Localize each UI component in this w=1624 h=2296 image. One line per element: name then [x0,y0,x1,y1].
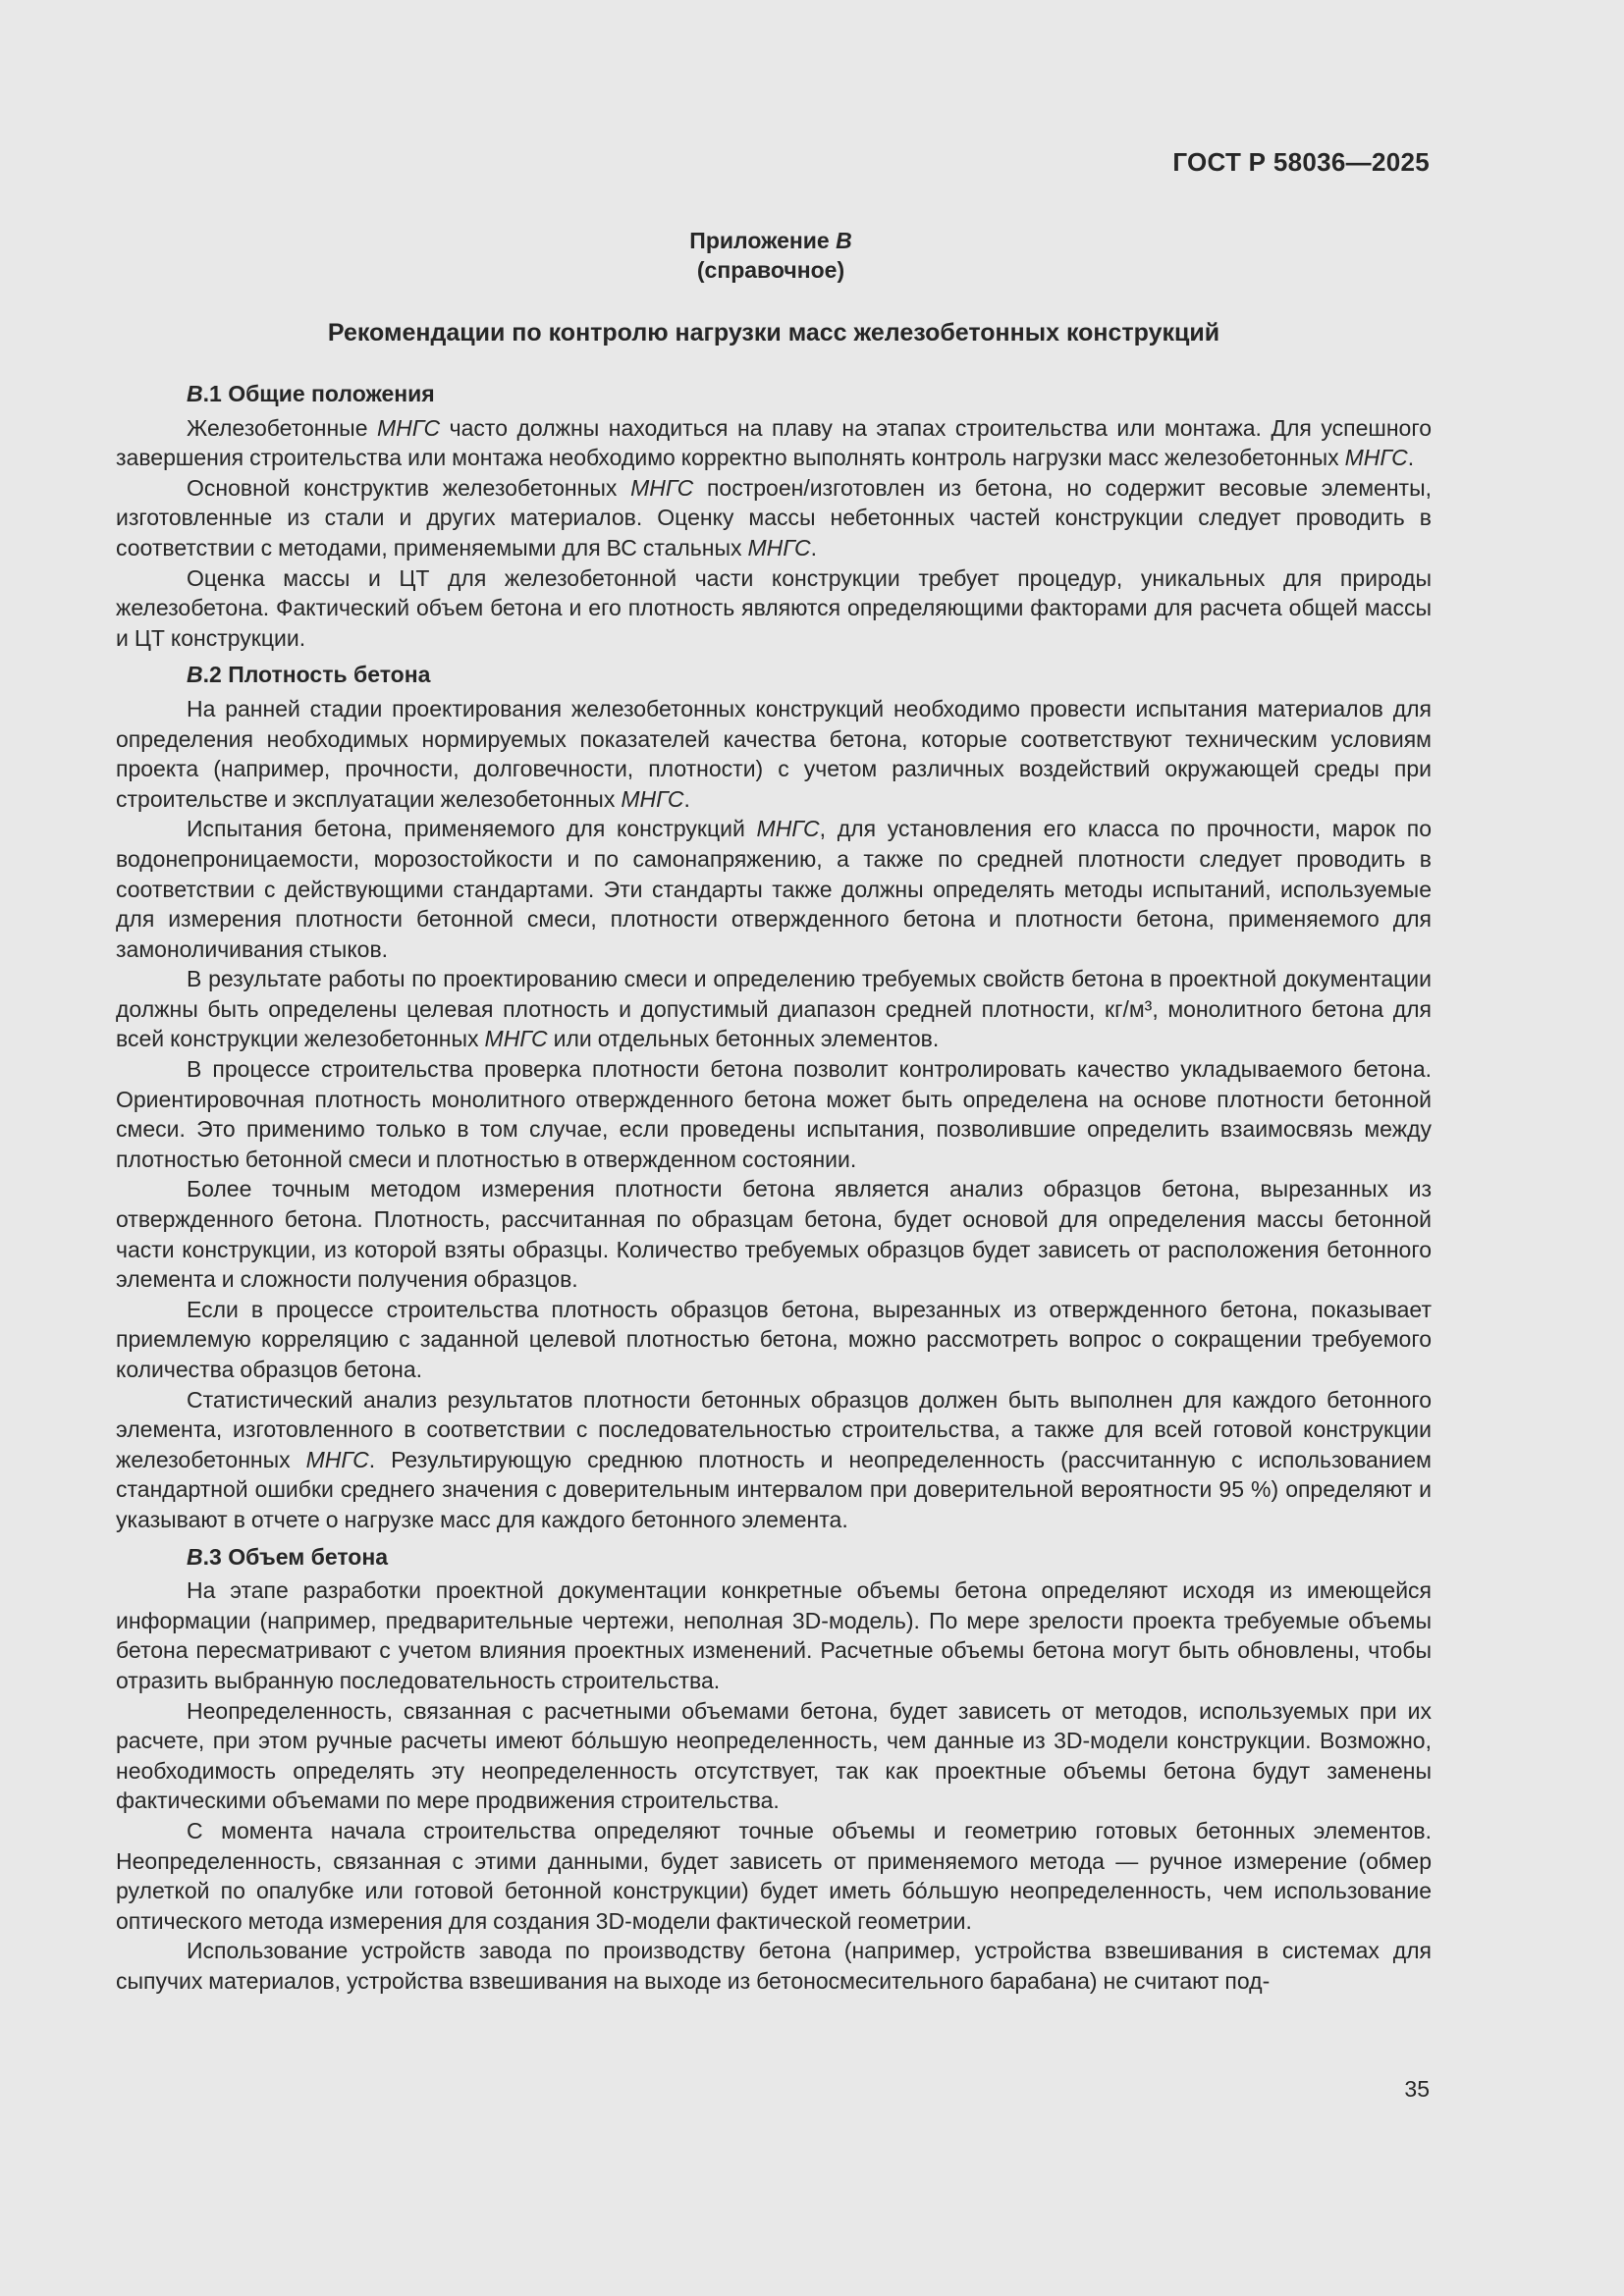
paragraph: Неопределенность, связанная с расчетными объемами бетона, будет зависеть от методов, используемых при их расчете, при этом ручные расчеты имеют бо́льшую неопределенность, чем данные из 3D-модели конструкции. Возможно, необходимость определять эту неопределенность отсутствует, так как проектные объемы бетона будут заменены фактическими объемами по мере продвижения строительства. [116,1697,1432,1814]
section [116,660,1432,1534]
document-code: ГОСТ Р 58036—2025 [1172,147,1430,177]
document-body [116,379,1432,2002]
paragraph: В процессе строительства проверка плотности бетона позволит контролировать качество укладываемого бетона. Ориентировочная плотность монолитного отвержденного бетона может быть определена на основе плотности бетонной смеси. Это применимо только в том случае, если проведены испытания, позволившие определить взаимосвязь между плотностью бетонной смеси и плотностью в отвержденном состоянии. [116,1056,1432,1172]
paragraph: Основной конструктив железобетонных МНГС построен/изготовлен из бетона, но содержит весовые элементы, изготовленные из стали и других материалов. Оценку массы небетонных частей конструкции следует проводить в соответствии с методами, применяемыми для ВС стальных МНГС. [116,474,1432,561]
section [116,379,1432,653]
appendix-type: (справочное) [696,257,845,283]
paragraph: Использование устройств завода по производству бетона (например, устройства взвешивания в системах для сыпучих материалов, устройства взвешивания на выходе из бетоносмесительного барабана) не считают под- [116,1938,1432,1994]
appendix-header [0,226,1542,285]
paragraph: На ранней стадии проектирования железобетонных конструкций необходимо провести испытания материалов для определения необходимых нормируемых показателей качества бетона, которые соответствуют техническим условиям проекта (например, прочности, долговечности, плотности) с учетом различных воздействий окружающей среды при строительстве и эксплуатации железобетонных МНГС. [116,695,1432,812]
paragraph: Статистический анализ результатов плотности бетонных образцов должен быть выполнен для каждого бетонного элемента, изготовленного в соответствии с последовательностью строительства, а также для всей готовой конструкции железобетонных МНГС. Результирующую среднюю плотность и неопределенность (рассчитанную с использованием стандартной ошибки среднего значения с доверительным интервалом при доверительной вероятности 95 %) определяют и указывают в отчете о нагрузке масс для каждого бетонного элемента. [116,1386,1432,1532]
section-title: Общие положения [228,381,435,406]
section-heading [116,1542,1432,1573]
paragraph: Если в процессе строительства плотность образцов бетона, вырезанных из отвержденного бетона, показывает приемлемую корреляцию с заданной целевой плотностью бетона, можно рассмотреть вопрос о сокращении требуемого количества образцов бетона. [116,1296,1432,1382]
section-number: В.3 [187,1543,222,1570]
page-number: 35 [1404,2076,1430,2102]
section-heading [116,660,1432,690]
paragraph: Испытания бетона, применяемого для конструкций МНГС, для установления его класса по прочности, марок по водонепроницаемости, морозостойкости и по самонапряжению, а также по средней плотности следует проводить в соответствии с действующими стандартами. Эти стандарты также должны определять методы испытаний, используемые для измерения плотности бетонной смеси, плотности отвержденного бетона и плотности бетона, применяемого для замоноличивания стыков. [116,816,1432,962]
paragraph: Оценка массы и ЦТ для железобетонной части конструкции требует процедур, уникальных для природы железобетона. Фактический объем бетона и его плотность являются определяющими факторами для расчета общей массы и ЦТ конструкции. [116,564,1432,651]
paragraph: На этапе разработки проектной документации конкретные объемы бетона определяют исходя из имеющейся информации (например, предварительные чертежи, неполная 3D-модель). По мере зрелости проекта требуемые объемы бетона пересматривают с учетом влияния проектных изменений. Расчетные объемы бетона могут быть обновлены, чтобы отразить выбранную последовательность строительства. [116,1577,1432,1693]
section-heading [116,379,1432,409]
section-title: Объем бетона [228,1543,389,1570]
paragraph: Железобетонные МНГС часто должны находиться на плаву на этапах строительства или монтажа. Для успешного завершения строительства или монтажа необходимо корректно выполнять контроль нагрузки масс железобетонных МНГС. [116,414,1432,471]
paragraph: С момента начала строительства определяют точные объемы и геометрию готовых бетонных элементов. Неопределенность, связанная с этими данными, будет зависеть от применяемого метода — ручное измерение (обмер рулеткой по опалубке или готовой бетонной конструкции) будет иметь бо́льшую неопределенность, чем использование оптического метода измерения для создания 3D-модели фактической геометрии. [116,1817,1432,1934]
section-number: В.1 [187,381,222,406]
appendix-label: Приложение В [689,228,852,253]
section [116,1542,1432,1997]
paragraph: Более точным методом измерения плотности бетона является анализ образцов бетона, вырезанных из отвержденного бетона. Плотность, рассчитанная по образцам бетона, будет основой для определения массы бетонной части конструкции, из которой взяты образцы. Количество требуемых образцов будет зависеть от расположения бетонного элемента и сложности получения образцов. [116,1176,1432,1293]
paragraph: В результате работы по проектированию смеси и определению требуемых свойств бетона в проектной документации должны быть определены целевая плотность и допустимый диапазон средней плотности, кг/м³, монолитного бетона для всей конструкции железобетонных МНГС или отдельных бетонных элементов. [116,966,1432,1052]
section-number: В.2 [187,662,222,688]
section-title: Плотность бетона [228,662,431,688]
appendix-title: Рекомендации по контролю нагрузки масс железобетонных конструкций [327,319,1220,347]
